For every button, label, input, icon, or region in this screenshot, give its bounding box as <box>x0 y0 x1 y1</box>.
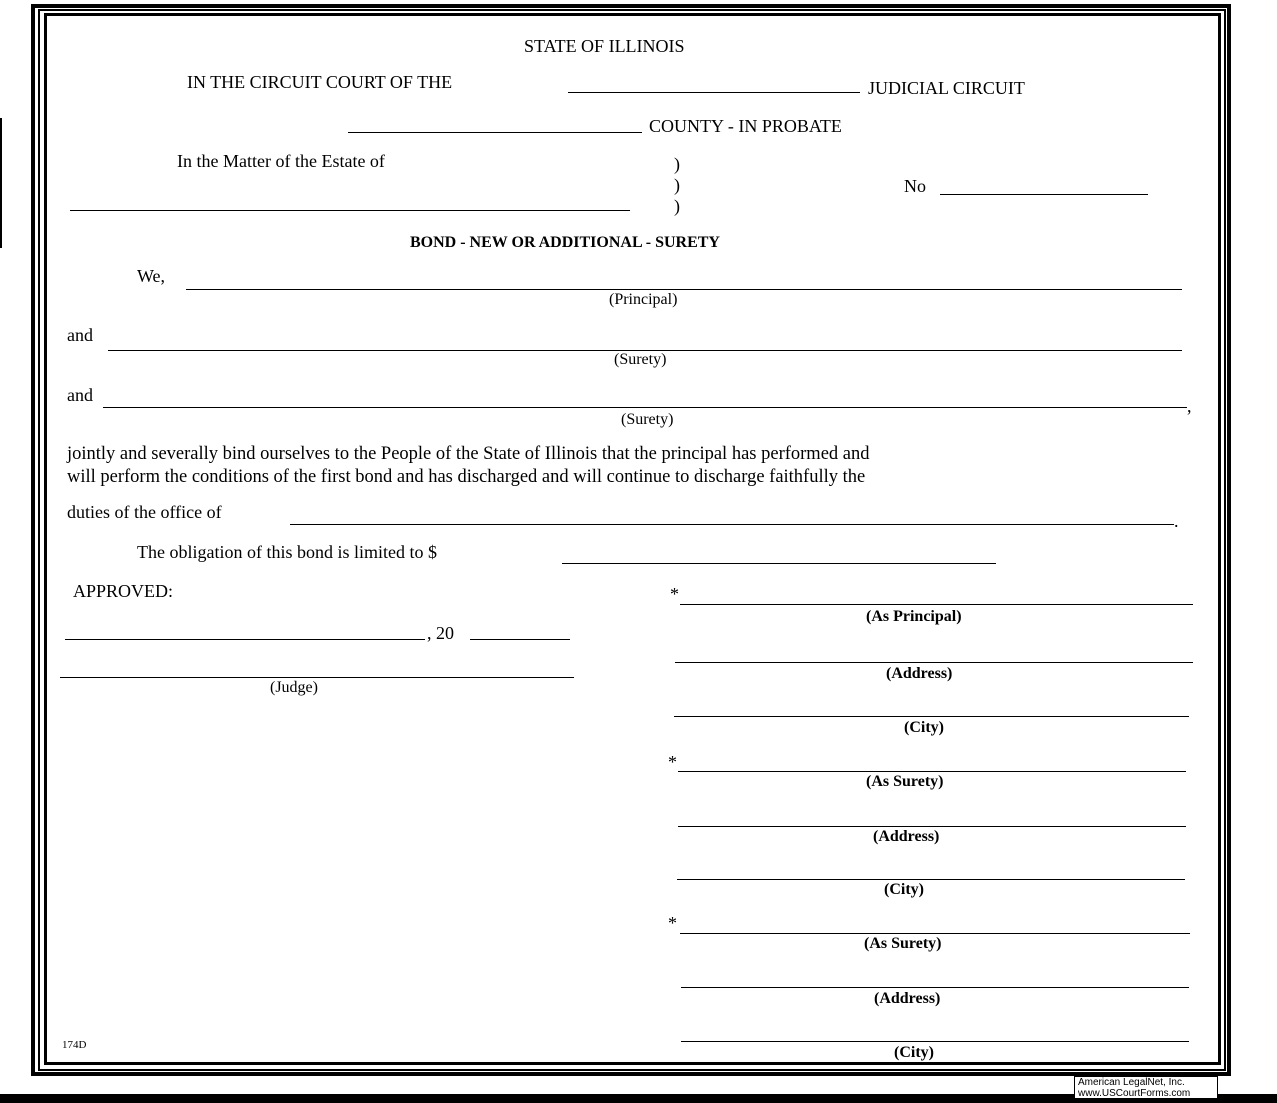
asterisk: * <box>668 752 677 772</box>
address-caption: (Address) <box>873 828 940 845</box>
publisher-logo <box>1074 1076 1218 1099</box>
surety1-city-field[interactable] <box>677 879 1185 880</box>
paren: ) <box>674 175 680 195</box>
surety2-field[interactable] <box>103 407 1187 408</box>
principal-signature-field[interactable] <box>680 604 1193 605</box>
we-label: We, <box>137 266 166 286</box>
principal-city-field[interactable] <box>674 716 1189 717</box>
paren: ) <box>674 154 680 174</box>
form-number: 174D <box>62 1039 87 1051</box>
asterisk: * <box>670 584 679 604</box>
office-field[interactable] <box>290 524 1174 525</box>
surety1-signature-field[interactable] <box>678 771 1186 772</box>
logo-line-1: American LegalNet, Inc. <box>1078 1077 1185 1088</box>
case-number-label: No <box>904 176 926 196</box>
county-label: COUNTY - IN PROBATE <box>649 116 842 136</box>
as-surety-caption: (As Surety) <box>866 773 944 790</box>
amount-field[interactable] <box>562 563 996 564</box>
circuit-field[interactable] <box>568 92 860 93</box>
surety2-signature-field[interactable] <box>680 933 1190 934</box>
as-principal-caption: (As Principal) <box>866 608 962 625</box>
court-prefix: IN THE CIRCUIT COURT OF THE <box>187 72 453 92</box>
principal-address-field[interactable] <box>675 662 1193 663</box>
case-number-field[interactable] <box>940 194 1148 195</box>
principal-caption: (Principal) <box>609 291 678 308</box>
paren: ) <box>674 196 680 216</box>
and-label: and <box>67 385 93 405</box>
approval-year-field[interactable] <box>470 639 570 640</box>
as-surety-caption: (As Surety) <box>864 935 942 952</box>
obligation-label: The obligation of this bond is limited to $ <box>137 542 437 562</box>
city-caption: (City) <box>904 719 944 736</box>
address-caption: (Address) <box>886 665 953 682</box>
surety2-address-field[interactable] <box>681 987 1189 988</box>
principal-field[interactable] <box>186 289 1182 290</box>
judge-caption: (Judge) <box>270 679 318 696</box>
surety2-city-field[interactable] <box>681 1041 1189 1042</box>
comma: , <box>1187 396 1192 416</box>
surety1-address-field[interactable] <box>678 826 1186 827</box>
county-field[interactable] <box>348 132 642 133</box>
year-label: , 20 <box>427 623 454 643</box>
court-suffix: JUDICIAL CIRCUIT <box>868 78 1025 98</box>
judge-signature-field[interactable] <box>60 677 574 678</box>
scan-mark <box>0 118 2 248</box>
approved-label: APPROVED: <box>73 581 174 601</box>
period: . <box>1174 511 1179 531</box>
estate-label: In the Matter of the Estate of <box>177 151 385 171</box>
address-caption: (Address) <box>874 990 941 1007</box>
estate-name-field[interactable] <box>70 210 630 211</box>
duties-label: duties of the office of <box>67 502 222 522</box>
form-title: BOND - NEW OR ADDITIONAL - SURETY <box>410 234 720 251</box>
state-heading: STATE OF ILLINOIS <box>524 36 685 56</box>
body-line-1: jointly and severally bind ourselves to the People of the State of Illinois that the principal has performed and <box>67 444 870 464</box>
logo-line-2: www.USCourtForms.com <box>1078 1088 1191 1099</box>
and-label: and <box>67 325 93 345</box>
body-line-2: will perform the conditions of the first bond and has discharged and will continue to discharge faithfully the <box>67 467 866 487</box>
city-caption: (City) <box>884 881 924 898</box>
approval-date-field[interactable] <box>65 639 425 640</box>
asterisk: * <box>668 913 677 933</box>
surety1-caption: (Surety) <box>614 351 667 368</box>
surety2-caption: (Surety) <box>621 411 674 428</box>
city-caption: (City) <box>894 1044 934 1061</box>
